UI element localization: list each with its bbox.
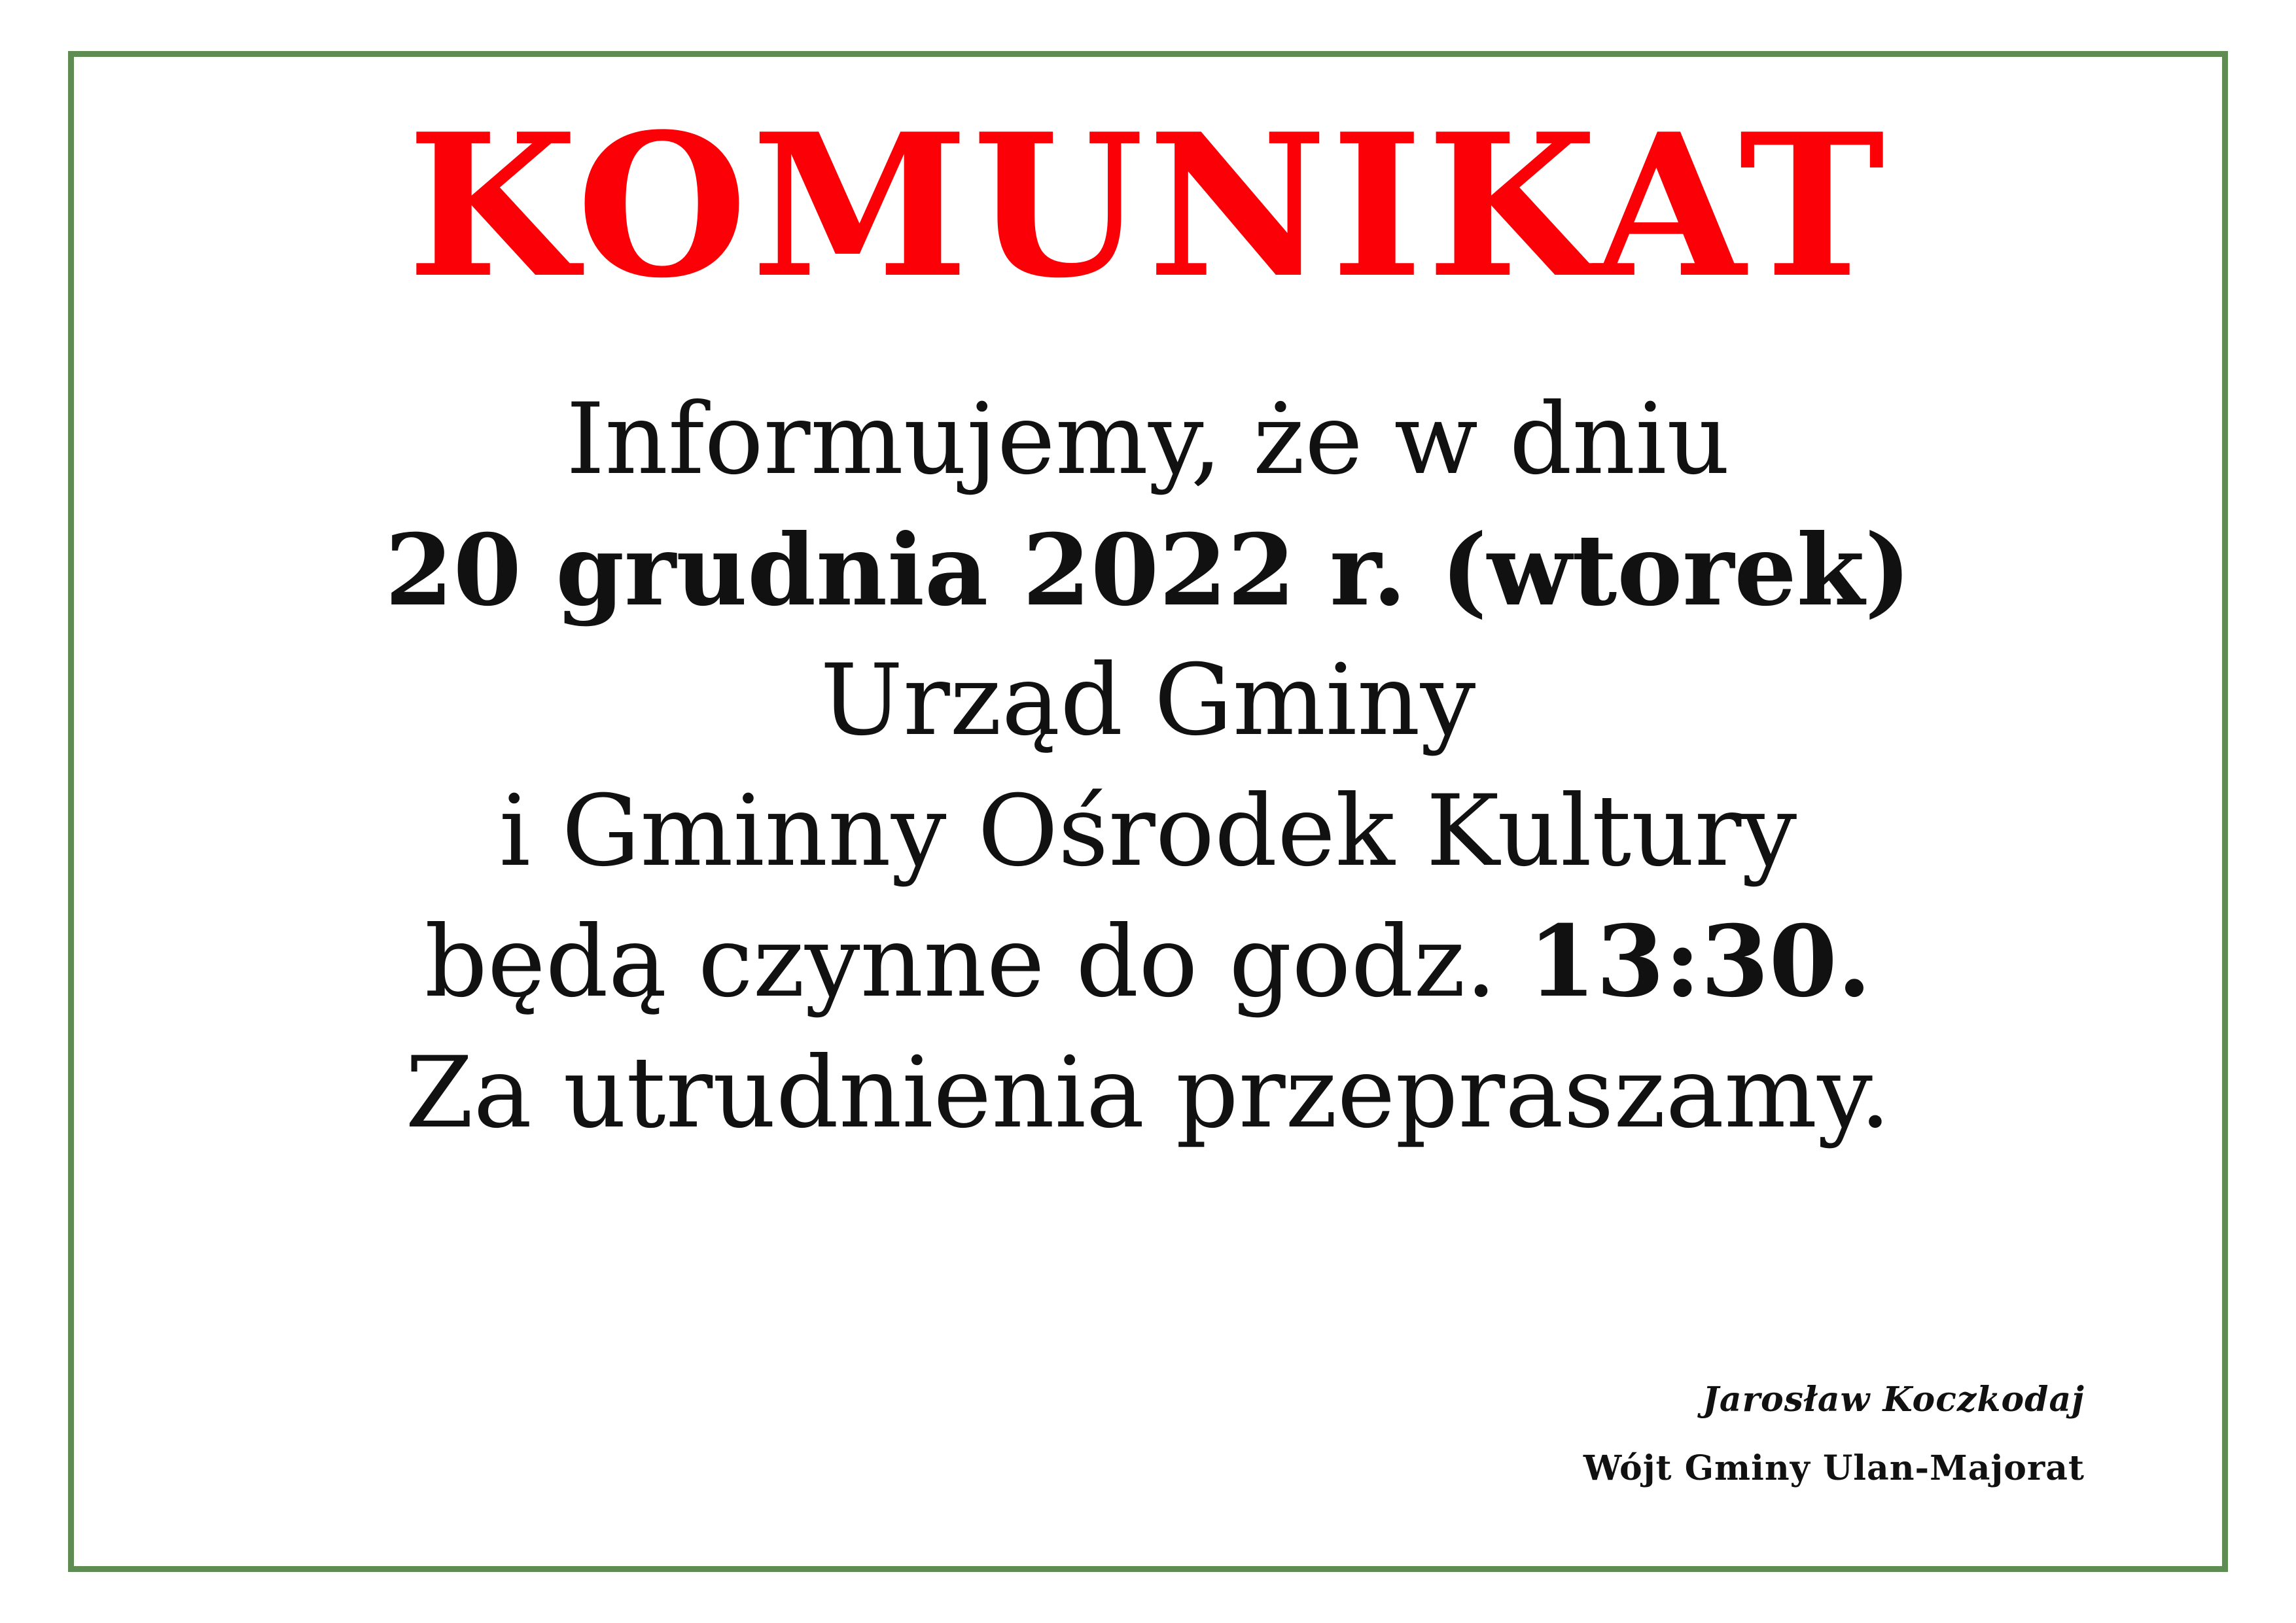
body-line-1: Informujemy, że w dniu [566,383,1730,497]
body-line-3-office: Urząd Gminy [820,644,1476,758]
signature-role: Wójt Gminy Ulan-Majorat [1583,1448,2085,1489]
body-line-6-apology: Za utrudnienia przepraszamy. [405,1036,1891,1150]
hours-prefix: będą czynne do godz. [424,905,1528,1019]
poster-border-frame [68,51,2228,1572]
signature-block [1583,1376,2085,1493]
hours-value: 13:30. [1528,904,1872,1019]
body-line-5-hours [74,897,2222,1028]
body-line-2-date: 20 grudnia 2022 r. (wtorek) [385,512,1911,628]
signature-name: Jarosław Koczkodaj [1703,1380,2085,1420]
body-line-4-culture-center: i Gminny Ośrodek Kultury [499,774,1797,888]
announcement-body [74,375,2222,1159]
page-title: KOMUNIKAT [407,90,1889,321]
